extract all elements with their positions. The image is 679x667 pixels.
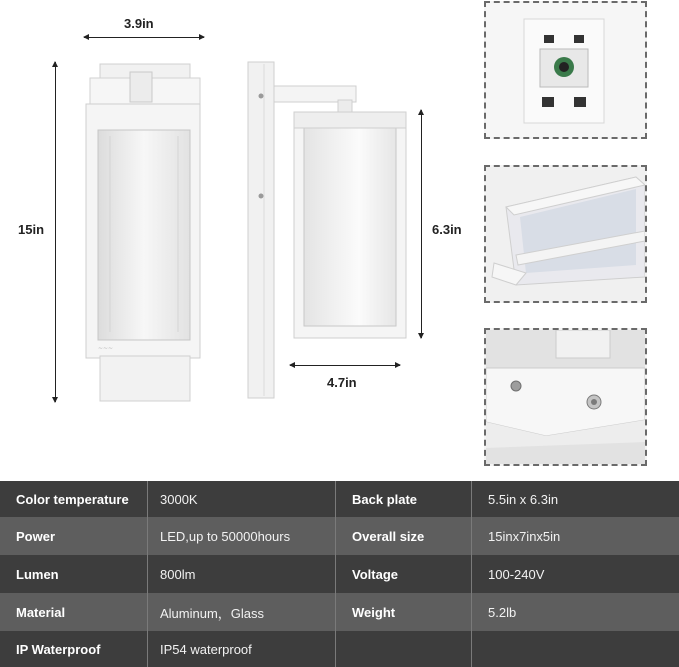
spec-value: 800lm xyxy=(148,555,336,593)
spec-label: Color temperature xyxy=(0,481,148,517)
spec-value: 3000K xyxy=(148,481,336,517)
table-row xyxy=(0,631,679,667)
lamp-front-view-image xyxy=(80,60,205,405)
shade-height-dimension-arrow xyxy=(421,110,422,338)
spec-value: 5.2lb xyxy=(488,604,517,620)
table-row xyxy=(0,481,679,517)
glass-shade-closeup-image xyxy=(486,167,645,301)
spec-label: Lumen xyxy=(0,555,148,593)
spec-label: Material xyxy=(0,593,148,631)
spec-label xyxy=(336,631,472,667)
spec-value: IP54 waterproof xyxy=(148,631,336,667)
spec-value: LED,up to 50000hours xyxy=(148,517,336,555)
height-dimension-label: 15in xyxy=(18,222,45,237)
spec-label: Voltage xyxy=(336,555,472,593)
width-dimension-arrow xyxy=(84,37,204,38)
spec-label: Back plate xyxy=(336,481,472,517)
width-dimension-label: 3.9in xyxy=(124,16,154,31)
table-row xyxy=(0,517,679,555)
height-dimension-arrow xyxy=(55,62,56,402)
detail-image-backplate xyxy=(484,1,647,139)
spec-label: Overall size xyxy=(336,517,472,555)
spec-label: Power xyxy=(0,517,148,555)
spec-value: 5.5in x 6.3in xyxy=(488,491,559,507)
shade-height-dimension-label: 6.3in xyxy=(432,222,462,237)
spec-label: IP Waterproof xyxy=(0,631,148,667)
depth-dimension-label: 4.7in xyxy=(327,375,357,390)
backplate-wiring-image xyxy=(486,3,645,137)
spec-value: 100-240V xyxy=(488,566,545,582)
svg-text:~~~: ~~~ xyxy=(98,345,114,352)
table-row xyxy=(0,555,679,593)
spec-value: 15inx7inx5in xyxy=(488,528,561,544)
mounting-screw-closeup-image xyxy=(486,330,645,464)
specifications-table xyxy=(0,481,679,667)
spec-value xyxy=(472,631,679,667)
lamp-side-view-image xyxy=(244,58,414,403)
detail-image-glass-shade xyxy=(484,165,647,303)
spec-label: Weight xyxy=(336,593,472,631)
spec-value: Aluminum，Glass xyxy=(148,593,336,631)
detail-image-mounting-screw xyxy=(484,328,647,466)
table-row xyxy=(0,593,679,631)
